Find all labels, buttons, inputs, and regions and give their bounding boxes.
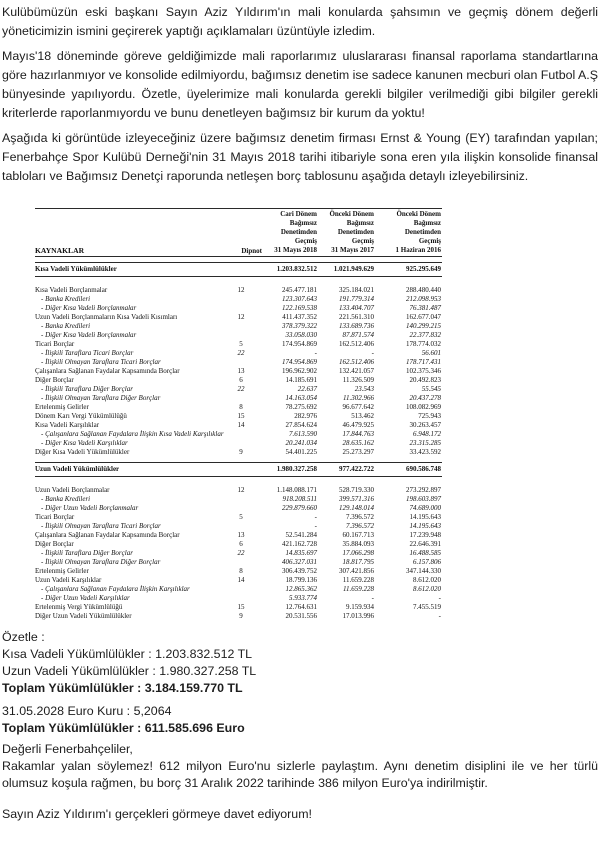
row-label: Uzun Vadeli Borçlanmaların Kısa Vadeli Kısımları: [35, 313, 178, 321]
row-value-2016: -: [438, 594, 441, 602]
row-value-2016: 178.774.032: [406, 340, 441, 348]
table-row: [35, 295, 442, 304]
row-value-2016: 288.480.440: [406, 286, 441, 294]
row-value-2018: 20.531.556: [285, 612, 317, 620]
row-dipnot: 5: [239, 513, 243, 521]
row-value-2016: 14.195.643: [409, 513, 441, 521]
row-value-2016: 273.292.897: [406, 486, 441, 494]
row-value-2016: 55.545: [421, 385, 441, 393]
row-value-2018: 123.307.643: [282, 295, 317, 303]
period-date: 31 Mayıs 2017: [331, 246, 374, 254]
row-label: Uzun Vadeli Yükümlülükler: [35, 465, 120, 473]
audit-line: Denetimden: [337, 228, 374, 236]
row-value-2016: 925.295.649: [406, 265, 441, 273]
row-value-2018: 22.637: [297, 385, 317, 393]
table-header-dipnot: Dipnot: [241, 247, 262, 255]
row-value-2017: 325.184.021: [339, 286, 374, 294]
row-dipnot: [220, 504, 262, 513]
row-label: - Banka Kredileri: [41, 495, 91, 503]
table-row: [35, 358, 442, 367]
row-value-2017: 513.462: [351, 412, 374, 420]
row-dipnot: 13: [237, 367, 245, 375]
row-value-2017: 7.396.572: [346, 522, 374, 530]
table-header-period-2016: [374, 210, 441, 255]
table-section-row: [35, 262, 442, 277]
row-value-2017: 11.659.228: [343, 585, 374, 593]
row-value-2017: 11.302.966: [343, 394, 374, 402]
row-value-2016: 17.239.948: [409, 531, 441, 539]
audit-line: Geçmiş: [294, 237, 317, 245]
row-value-2016: 7.455.519: [413, 603, 441, 611]
euro-rate-line: 31.05.2028 Euro Kuru : 5,2064: [2, 704, 172, 718]
table-rows: [35, 262, 442, 621]
row-label: - İlişkili Olmayan Taraflara Diğer Borçlar: [41, 558, 161, 566]
closing-invitation: Sayın Aziz Yıldırım'ı gerçekleri görmeye davet ediyorum!: [2, 807, 312, 821]
row-value-2017: 17.844.763: [342, 430, 374, 438]
row-value-2016: 102.375.346: [406, 367, 441, 375]
summary-long-term: Uzun Vadeli Yükümlülükler : 1.980.327.258 TL: [2, 664, 257, 678]
row-value-2016: 198.603.897: [406, 495, 441, 503]
row-value-2018: 7.613.590: [289, 430, 317, 438]
table-row: [35, 286, 442, 295]
period-title: Önceki Dönem: [396, 210, 441, 218]
intro-paragraph-1: Kulübümüzün eski başkanı Sayın Aziz Yıldırım'ın mali konularda şahsımın ve geçmiş dönem değerli yöneticimizin ismini geçirerek yaptığı açıklamaları üzüntüyle izledim.: [2, 5, 598, 38]
row-dipnot: [220, 394, 262, 403]
audit-line: Geçmiş: [418, 237, 441, 245]
row-value-2017: 28.635.162: [342, 439, 374, 447]
row-dipnot: [220, 465, 262, 474]
row-label: - Banka Kredileri: [41, 322, 91, 330]
row-dipnot: 8: [239, 403, 243, 411]
row-value-2018: 33.058.030: [285, 331, 317, 339]
row-value-2018: 306.439.752: [282, 567, 317, 575]
row-label: - Diğer Uzun Vadeli Karşılıklar: [41, 594, 130, 602]
row-value-2017: 17.066.298: [342, 549, 374, 557]
row-value-2018: -: [314, 513, 317, 521]
row-value-2016: 347.144.330: [406, 567, 441, 575]
row-dipnot: 5: [239, 340, 243, 348]
audit-line: Denetimden: [404, 228, 441, 236]
row-value-2017: 133.689.736: [339, 322, 374, 330]
table-section-row: [35, 462, 442, 477]
table-row: [35, 430, 442, 439]
row-label: Diğer Borçlar: [35, 376, 74, 384]
row-value-2017: 191.779.314: [339, 295, 374, 303]
row-value-2017: 133.404.707: [339, 304, 374, 312]
row-label: - Banka Kredileri: [41, 295, 91, 303]
period-date: 31 Mayıs 2018: [274, 246, 317, 254]
row-label: - Diğer Kısa Vadeli Borçlanmalar: [41, 304, 137, 312]
row-value-2017: 221.561.310: [339, 313, 374, 321]
row-value-2016: 16.488.585: [409, 549, 441, 557]
row-value-2016: 76.381.487: [409, 304, 441, 312]
row-dipnot: 9: [239, 448, 243, 456]
row-value-2016: 108.082.969: [406, 403, 441, 411]
period-date: 1 Haziran 2016: [395, 246, 441, 254]
euro-total-line: Toplam Yükümlülükler : 611.585.696 Euro: [2, 721, 245, 735]
row-value-2018: 52.541.284: [285, 531, 317, 539]
table-row: [35, 331, 442, 340]
row-dipnot: [220, 331, 262, 340]
table-row: [35, 349, 442, 358]
table-header-period-2017: [317, 210, 374, 255]
period-title: Önceki Dönem: [329, 210, 374, 218]
row-value-2017: 11.659.228: [342, 576, 374, 584]
table-row: [35, 540, 442, 549]
row-label: Ertelenmiş Gelirler: [35, 403, 89, 411]
row-value-2018: 918.208.511: [282, 495, 317, 503]
table-row: [35, 504, 442, 513]
table-row: [35, 304, 442, 313]
row-value-2016: 6.157.806: [413, 558, 441, 566]
row-dipnot: [220, 522, 262, 531]
row-dipnot: [220, 295, 262, 304]
row-value-2017: 162.512.406: [339, 340, 374, 348]
row-value-2018: 27.854.624: [285, 421, 317, 429]
row-value-2018: 12.764.631: [285, 603, 317, 611]
row-value-2016: 8.612.020: [413, 576, 441, 584]
row-value-2016: 690.586.748: [406, 465, 441, 473]
audit-line: Bağımsız: [346, 219, 374, 227]
row-value-2018: 174.954.869: [282, 358, 317, 366]
row-value-2016: 22.646.391: [409, 540, 441, 548]
row-value-2017: -: [371, 349, 374, 357]
row-label: - İlişkili Olmayan Taraflara Ticari Borçlar: [41, 358, 161, 366]
row-value-2017: -: [371, 594, 374, 602]
row-value-2018: 421.162.728: [282, 540, 317, 548]
closing-salutation: Değerli Fenerbahçeliler,: [2, 742, 133, 756]
row-value-2018: 406.327.031: [282, 558, 317, 566]
table-row: [35, 603, 442, 612]
row-label: Ertelenmiş Gelirler: [35, 567, 89, 575]
row-value-2016: 8.612.020: [413, 585, 441, 593]
row-value-2016: 23.315.285: [409, 439, 441, 447]
row-value-2017: 46.479.925: [342, 421, 374, 429]
table-row: [35, 513, 442, 522]
table-row: [35, 612, 442, 621]
table-row: [35, 585, 442, 594]
row-value-2018: 174.954.869: [282, 340, 317, 348]
row-dipnot: 8: [239, 567, 243, 575]
row-label: Diğer Borçlar: [35, 540, 74, 548]
table-row: [35, 403, 442, 412]
row-label: Kısa Vadeli Borçlanmalar: [35, 286, 108, 294]
table-row: [35, 594, 442, 603]
row-value-2018: 14.185.691: [285, 376, 317, 384]
row-label: Diğer Uzun Vadeli Yükümlülükler: [35, 612, 132, 620]
row-value-2017: 528.719.330: [339, 486, 374, 494]
table-row: [35, 385, 442, 394]
table-header-period-2018: [262, 210, 317, 255]
row-dipnot: [220, 495, 262, 504]
row-label: Ticari Borçlar: [35, 340, 75, 348]
row-value-2017: 87.871.574: [342, 331, 374, 339]
row-label: Dönem Karı Vergi Yükümlülüğü: [35, 412, 127, 420]
row-label: - İlişkili Taraflara Diğer Borçlar: [41, 385, 133, 393]
row-value-2018: 18.799.136: [285, 576, 317, 584]
table-row: [35, 576, 442, 585]
summary-block: [2, 629, 598, 697]
table-row: [35, 412, 442, 421]
row-value-2016: 725.943: [418, 412, 441, 420]
row-label: Uzun Vadeli Karşılıklar: [35, 576, 102, 584]
row-label: - Diğer Kısa Vadeli Karşılıklar: [41, 439, 128, 447]
row-value-2018: 282.976: [294, 412, 317, 420]
row-dipnot: [220, 265, 262, 274]
row-value-2017: 307.421.856: [339, 567, 374, 575]
row-dipnot: 22: [237, 549, 245, 557]
table-row: [35, 567, 442, 576]
row-value-2018: 1.980.327.258: [276, 465, 317, 473]
row-dipnot: [220, 430, 262, 439]
row-value-2017: 60.167.713: [342, 531, 374, 539]
row-dipnot: [220, 439, 262, 448]
row-dipnot: 12: [237, 486, 245, 494]
row-value-2017: 7.396.572: [346, 513, 374, 521]
summary-heading: Özetle :: [2, 630, 45, 644]
row-dipnot: 9: [239, 612, 243, 620]
table-row: [35, 448, 442, 457]
audit-line: Denetimden: [280, 228, 317, 236]
row-value-2018: 20.241.034: [285, 439, 317, 447]
row-value-2018: -: [314, 349, 317, 357]
row-value-2018: 122.169.538: [282, 304, 317, 312]
row-dipnot: 12: [237, 313, 245, 321]
row-value-2017: 9.159.934: [346, 603, 374, 611]
table-row: [35, 439, 442, 448]
row-value-2016: 56.601: [421, 349, 441, 357]
row-label: Çalışanlara Sağlanan Faydalar Kapsamında Borçlar: [35, 367, 180, 375]
row-value-2017: 977.422.722: [339, 465, 374, 473]
row-value-2017: 1.021.949.629: [333, 265, 374, 273]
row-value-2016: 20.492.823: [409, 376, 441, 384]
row-label: - İlişkili Olmayan Taraflara Ticari Borçlar: [41, 522, 161, 530]
table-row: [35, 522, 442, 531]
row-value-2016: 74.689.000: [409, 504, 441, 512]
row-value-2016: 178.717.431: [406, 358, 441, 366]
row-value-2018: 411.437.352: [282, 313, 317, 321]
row-value-2017: 17.013.996: [342, 612, 374, 620]
row-value-2018: 378.379.322: [282, 322, 317, 330]
row-value-2017: 23.543: [354, 385, 374, 393]
row-value-2018: 229.879.660: [282, 504, 317, 512]
row-value-2018: -: [314, 522, 317, 530]
table-header: [35, 208, 442, 257]
table-row: [35, 367, 442, 376]
table-row: [35, 322, 442, 331]
table-row: [35, 531, 442, 540]
row-value-2018: 78.275.692: [285, 403, 317, 411]
row-dipnot: [220, 304, 262, 313]
table-row: [35, 394, 442, 403]
row-value-2017: 18.817.795: [342, 558, 374, 566]
row-label: Uzun Vadeli Borçlanmalar: [35, 486, 110, 494]
row-dipnot: 6: [239, 376, 243, 384]
row-dipnot: 22: [237, 349, 245, 357]
row-label: - Çalışanlara Sağlanan Faydalara İlişkin Kısa Vadeli Karşılıklar: [41, 430, 224, 438]
row-dipnot: 14: [237, 576, 245, 584]
closing-block: [2, 741, 598, 823]
row-dipnot: 12: [237, 286, 245, 294]
row-label: Kısa Vadeli Karşılıklar: [35, 421, 100, 429]
period-title: Cari Dönem: [280, 210, 317, 218]
row-label: - İlişkili Taraflara Diğer Borçlar: [41, 549, 133, 557]
table-row: [35, 313, 442, 322]
audit-line: Bağımsız: [289, 219, 317, 227]
row-dipnot: 15: [237, 603, 245, 611]
row-value-2016: 162.677.047: [406, 313, 441, 321]
row-dipnot: 14: [237, 421, 245, 429]
table-header-kaynaklar: KAYNAKLAR: [35, 246, 85, 255]
euro-block: [2, 703, 598, 737]
row-label: - Diğer Uzun Vadeli Borçlanmalar: [41, 504, 139, 512]
row-value-2018: 14.835.697: [285, 549, 317, 557]
row-value-2016: 22.377.832: [409, 331, 441, 339]
row-value-2018: 54.401.225: [285, 448, 317, 456]
row-dipnot: 6: [239, 540, 243, 548]
row-dipnot: 13: [237, 531, 245, 539]
row-label: Ertelenmiş Vergi Yükümlülüğü: [35, 603, 123, 611]
audit-line: Bağımsız: [413, 219, 441, 227]
summary-short-term: Kısa Vadeli Yükümlülükler : 1.203.832.512 TL: [2, 647, 253, 661]
row-dipnot: 15: [237, 412, 245, 420]
row-value-2018: 1.148.088.171: [276, 486, 317, 494]
row-value-2018: 196.962.902: [282, 367, 317, 375]
financial-table: [35, 208, 442, 621]
row-value-2017: 11.326.509: [342, 376, 374, 384]
row-label: - Diğer Kısa Vadeli Borçlanmalar: [41, 331, 137, 339]
row-dipnot: [220, 322, 262, 331]
audit-line: Geçmiş: [351, 237, 374, 245]
table-row: [35, 495, 442, 504]
row-dipnot: [220, 558, 262, 567]
row-value-2018: 245.477.181: [282, 286, 317, 294]
row-value-2018: 5.933.774: [289, 594, 317, 602]
row-value-2017: 129.148.014: [339, 504, 374, 512]
table-row: [35, 558, 442, 567]
row-label: Kısa Vadeli Yükümlülükler: [35, 265, 117, 273]
intro-paragraph-2: Mayıs'18 döneminde göreve geldiğimizde mali raporlarımız uluslararası finansal raporlama standartlarına göre hazırlanmıyor ve konsolide edilmiyordu, bağımsız denetim ise sadece kanunen mecburi olan Futbol A.Ş bünyesinde yapılıyordu. Özetle, üyelerimize mali konularda gerekli bilgiler verilmediği gibi bilgiler gerekli kriterlerde raporlanmıyordu ve bunu denetleyen bağımsız bir kurum da yoktu!: [2, 49, 598, 120]
row-value-2018: 12.865.362: [285, 585, 317, 593]
table-row: [35, 421, 442, 430]
row-value-2016: 14.195.643: [409, 522, 441, 530]
row-value-2017: 132.421.057: [339, 367, 374, 375]
table-row: [35, 340, 442, 349]
table-row: [35, 549, 442, 558]
row-value-2017: 35.884.093: [342, 540, 374, 548]
row-dipnot: [220, 594, 262, 603]
row-dipnot: [220, 585, 262, 594]
row-value-2016: 6.948.172: [413, 430, 441, 438]
row-value-2016: 212.098.953: [406, 295, 441, 303]
row-label: Çalışanlara Sağlanan Faydalar Kapsamında Borçlar: [35, 531, 180, 539]
row-dipnot: [220, 358, 262, 367]
row-value-2016: 20.437.278: [409, 394, 441, 402]
row-label: - Çalışanlara Sağlanan Faydalara İlişkin Karşılıklar: [41, 585, 190, 593]
row-label: Diğer Kısa Vadeli Yükümlülükler: [35, 448, 130, 456]
row-dipnot: 22: [237, 385, 245, 393]
row-label: - İlişkili Olmayan Taraflara Diğer Borçlar: [41, 394, 161, 402]
row-label: Ticari Borçlar: [35, 513, 75, 521]
row-value-2018: 14.163.054: [285, 394, 317, 402]
table-row: [35, 376, 442, 385]
row-value-2016: 140.299.215: [406, 322, 441, 330]
row-value-2017: 162.512.406: [339, 358, 374, 366]
summary-total-tl: Toplam Yükümlülükler : 3.184.159.770 TL: [2, 681, 243, 695]
intro-paragraph-3: Aşağıda ki görüntüde izleyeceğiniz üzere bağımsız denetim firması Ernst & Young (EY) tarafından yapılan; Fenerbahçe Spor Kulübü Derneği'nin 31 Mayıs 2018 tarihi itibariyle sona eren yıla ilişkin konsolide finansal tabloları ve Bağımsız Denetçi raporunda netleşen borç tablosunu aşağıda detaylı izleyebilirsiniz.: [2, 131, 598, 183]
row-value-2016: 33.423.592: [409, 448, 441, 456]
row-value-2017: 25.273.297: [342, 448, 374, 456]
row-value-2016: -: [438, 612, 441, 620]
table-row: [35, 486, 442, 495]
row-value-2017: 399.571.316: [339, 495, 374, 503]
row-label: - İlişkili Taraflara Ticari Borçlar: [41, 349, 134, 357]
row-value-2017: 96.677.642: [342, 403, 374, 411]
closing-body: Rakamlar yalan söylemez! 612 milyon Euro'nu sizlerle paylaştım. Aynı denetim disiplini ile ve her türlü olumsuz koşula rağmen, bu borç 31 Aralık 2022 tarihinde 386 milyon Euro'ya indirilmiştir.: [2, 759, 598, 790]
row-value-2018: 1.203.832.512: [276, 265, 317, 273]
row-value-2016: 30.263.457: [409, 421, 441, 429]
